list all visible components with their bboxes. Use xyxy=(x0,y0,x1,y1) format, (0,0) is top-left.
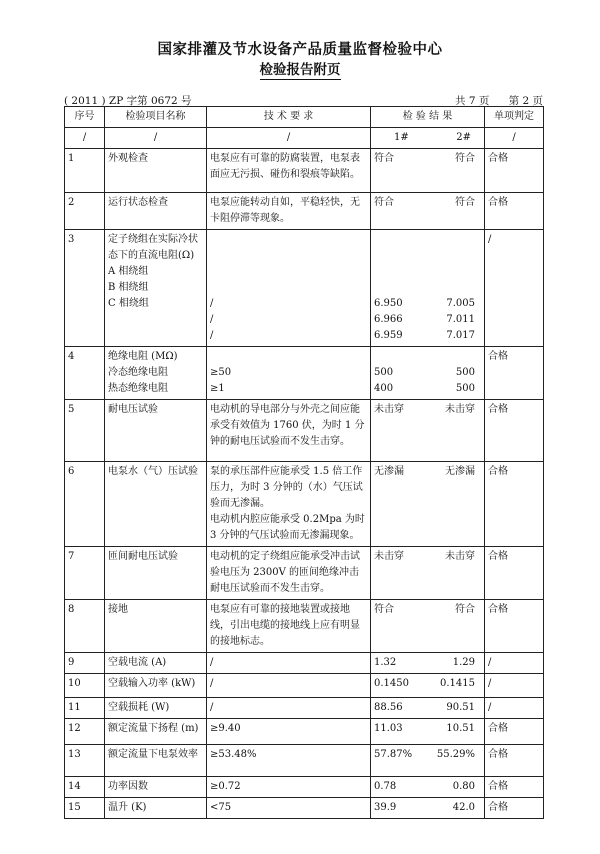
result-values xyxy=(374,700,481,716)
header-result: 检 验 结 果 xyxy=(371,107,485,128)
table-row xyxy=(65,674,544,698)
header-judgement: 单项判定 xyxy=(485,107,544,128)
result-values xyxy=(374,800,481,816)
item-label: 耐电压试验 xyxy=(108,404,158,415)
requirement xyxy=(207,777,371,798)
header-requirement: 技 术 要 求 xyxy=(207,107,371,128)
subheader-no: / xyxy=(65,128,105,149)
requirement xyxy=(207,193,371,230)
sample-1-label: 1# xyxy=(394,132,409,143)
requirement-text: 电动机的定子绕组应能承受冲击试验电压为 2300V 的匝间绝缘冲击耐电压试验而不发生击穿。 xyxy=(210,551,360,594)
result-sample-1: 6.959 xyxy=(374,330,403,341)
judgement: 合格 xyxy=(485,347,544,400)
result-sample-2: 1.29 xyxy=(452,657,475,668)
result-sample-2: 符合 xyxy=(455,153,475,164)
result-sample-1: 6.966 xyxy=(374,314,403,325)
result-sample-2: 55.29% xyxy=(436,749,475,760)
sub-item-label: C 相绕组 xyxy=(108,298,149,309)
sub-result-pair xyxy=(374,296,481,312)
item-name xyxy=(105,698,207,719)
judgement: / xyxy=(485,698,544,719)
result-sample-2: 无渗漏 xyxy=(445,466,475,477)
result-sample-1: 符合 xyxy=(374,604,394,615)
result-pair xyxy=(371,400,485,462)
report-subtitle: 检验报告附页 xyxy=(259,62,341,78)
result-sample-1: 88.56 xyxy=(374,702,403,713)
item-name xyxy=(105,674,207,698)
row-number: 14 xyxy=(65,777,105,798)
result-sample-1: 无渗漏 xyxy=(374,466,404,477)
requirement xyxy=(207,719,371,745)
subheader-result xyxy=(371,128,485,149)
result-sample-1: 未击穿 xyxy=(374,404,404,415)
row-number: 5 xyxy=(65,400,105,462)
item-name xyxy=(105,462,207,547)
row-number: 12 xyxy=(65,719,105,745)
sub-item-label: 冷态绝缘电阻 xyxy=(108,367,168,378)
requirement xyxy=(207,798,371,819)
sub-requirement: ≥1 xyxy=(210,383,225,394)
requirement-text: 电泵应有可靠的防腐装置，电泵表面应无污损、碰伤和裂痕等缺陷。 xyxy=(210,153,360,180)
judgement: 合格 xyxy=(485,777,544,798)
subheader-judgement: / xyxy=(485,128,544,149)
item-label: 温升 (K) xyxy=(108,802,147,813)
result-sample-1: 11.03 xyxy=(374,723,403,734)
item-label: 绝缘电阻 (MΩ) xyxy=(108,351,178,362)
table-row xyxy=(65,193,544,230)
result-sample-1: 57.87% xyxy=(374,749,413,760)
requirement-text: ≥9.40 xyxy=(210,723,241,734)
result-sample-1: 未击穿 xyxy=(374,551,404,562)
item-label: 定子绕组在实际冷状态下的直流电阻(Ω) xyxy=(108,234,198,261)
requirement xyxy=(207,400,371,462)
requirement xyxy=(207,745,371,777)
result-sample-2: 42.0 xyxy=(452,802,475,813)
row-number: 3 xyxy=(65,230,105,347)
result-pair xyxy=(371,149,485,193)
table-row xyxy=(65,400,544,462)
sub-result-pair xyxy=(374,312,481,328)
result-sample-1: 符合 xyxy=(374,153,394,164)
result-sample-2: 500 xyxy=(455,383,475,394)
table-row xyxy=(65,745,544,777)
header-no: 序号 xyxy=(65,107,105,128)
result-sample-2: 0.1415 xyxy=(440,678,475,689)
result-pair xyxy=(371,798,485,819)
sub-result-pair xyxy=(374,365,481,381)
result-sample-2: 未击穿 xyxy=(445,551,475,562)
table-row xyxy=(65,653,544,674)
result-values xyxy=(374,676,481,692)
subheader-requirement: / xyxy=(207,128,371,149)
result-sample-2: 7.011 xyxy=(446,314,475,325)
subheader-row xyxy=(65,128,544,149)
item-label: 额定流量下扬程 (m) xyxy=(108,723,199,734)
requirement xyxy=(207,674,371,698)
result-sample-2: 符合 xyxy=(455,604,475,615)
result-pair xyxy=(371,547,485,600)
row-number: 10 xyxy=(65,674,105,698)
judgement: 合格 xyxy=(485,193,544,230)
result-sample-1: 500 xyxy=(374,367,394,378)
item-label: 功率因数 xyxy=(108,781,148,792)
report-title: 国家排灌及节水设备产品质量监督检验中心 xyxy=(157,41,443,58)
requirement xyxy=(207,230,371,347)
row-number: 15 xyxy=(65,798,105,819)
results-table xyxy=(64,106,544,819)
item-label: 外观检查 xyxy=(108,153,148,164)
result-sample-2: 7.017 xyxy=(446,330,475,341)
requirement-text: / xyxy=(210,702,214,713)
table-row xyxy=(65,347,544,400)
table-row xyxy=(65,462,544,547)
result-values xyxy=(374,464,481,480)
result-pair xyxy=(371,230,485,347)
result-values xyxy=(374,549,481,565)
header-item: 检验项目名称 xyxy=(105,107,207,128)
sub-item-label: A 相绕组 xyxy=(108,266,149,277)
total-pages: 共 7 页 xyxy=(455,95,490,107)
sub-requirement: ≥50 xyxy=(210,367,232,378)
table-row xyxy=(65,600,544,653)
item-name xyxy=(105,149,207,193)
result-values xyxy=(374,602,481,618)
requirement-text: / xyxy=(210,657,214,668)
sub-item-label: 热态绝缘电阻 xyxy=(108,383,168,394)
result-sample-1: 符合 xyxy=(374,197,394,208)
result-values xyxy=(374,779,481,795)
item-label: 电泵水（气）压试验 xyxy=(108,466,198,477)
judgement: 合格 xyxy=(485,400,544,462)
table-row xyxy=(65,719,544,745)
item-name xyxy=(105,653,207,674)
judgement: 合格 xyxy=(485,798,544,819)
requirement-text: / xyxy=(210,678,214,689)
judgement: 合格 xyxy=(485,600,544,653)
result-sample-1: 0.78 xyxy=(374,781,397,792)
item-name xyxy=(105,719,207,745)
requirement-text: ≥53.48% xyxy=(210,749,257,760)
sub-requirement: / xyxy=(210,314,214,325)
requirement xyxy=(207,600,371,653)
result-pair xyxy=(371,698,485,719)
item-name xyxy=(105,547,207,600)
judgement: 合格 xyxy=(485,149,544,193)
result-values xyxy=(374,402,481,418)
result-sample-1: 39.9 xyxy=(374,802,397,813)
row-number: 13 xyxy=(65,745,105,777)
result-sample-1: 1.32 xyxy=(374,657,397,668)
result-values xyxy=(374,151,481,167)
item-label: 空载损耗 (W) xyxy=(108,702,170,713)
result-sample-2: 7.005 xyxy=(446,298,475,309)
requirement-text: 电泵应能转动自如，平稳轻快，无卡阻停滞等现象。 xyxy=(210,197,360,224)
row-number: 2 xyxy=(65,193,105,230)
row-number: 1 xyxy=(65,149,105,193)
item-name xyxy=(105,600,207,653)
sub-item-label: B 相绕组 xyxy=(108,282,149,293)
result-pair xyxy=(371,745,485,777)
row-number: 9 xyxy=(65,653,105,674)
requirement xyxy=(207,653,371,674)
result-sample-2: 90.51 xyxy=(446,702,475,713)
report-number: ( 2011 ) ZP 字第 0672 号 xyxy=(64,95,192,107)
item-label: 额定流量下电泵效率 xyxy=(108,749,198,760)
requirement-text: 电泵应有可靠的接地装置或接地线，引出电缆的接地线上应有明显的接地标志。 xyxy=(210,604,360,647)
requirement xyxy=(207,462,371,547)
row-number: 4 xyxy=(65,347,105,400)
result-sample-2: 10.51 xyxy=(446,723,475,734)
judgement: / xyxy=(485,230,544,347)
result-sample-1: 400 xyxy=(374,383,394,394)
result-pair xyxy=(371,674,485,698)
result-sample-2: 500 xyxy=(455,367,475,378)
page-number: 第 2 页 xyxy=(508,95,543,107)
sub-requirement: / xyxy=(210,298,214,309)
judgement: 合格 xyxy=(485,547,544,600)
table-row xyxy=(65,230,544,347)
table-row xyxy=(65,777,544,798)
result-pair xyxy=(371,462,485,547)
row-number: 11 xyxy=(65,698,105,719)
result-pair xyxy=(371,347,485,400)
item-label: 空载电流 (A) xyxy=(108,657,167,668)
result-sample-2: 0.80 xyxy=(452,781,475,792)
sub-result-pair xyxy=(374,328,481,344)
header-row xyxy=(65,107,544,128)
table-row xyxy=(65,547,544,600)
judgement: 合格 xyxy=(485,745,544,777)
result-pair xyxy=(371,193,485,230)
row-number: 8 xyxy=(65,600,105,653)
requirement-text: <75 xyxy=(210,802,232,813)
result-sample-2: 未击穿 xyxy=(445,404,475,415)
result-pair xyxy=(371,653,485,674)
requirement xyxy=(207,698,371,719)
item-name xyxy=(105,777,207,798)
sub-result-pair xyxy=(374,381,481,397)
requirement-text: ≥0.72 xyxy=(210,781,241,792)
item-label: 匝间耐电压试验 xyxy=(108,551,178,562)
subheader-item: / xyxy=(105,128,207,149)
sub-requirement: / xyxy=(210,330,214,341)
result-pair xyxy=(371,600,485,653)
result-values xyxy=(374,721,481,737)
result-pair xyxy=(371,777,485,798)
row-number: 7 xyxy=(65,547,105,600)
item-label: 空载输入功率 (kW) xyxy=(108,678,196,689)
result-values xyxy=(374,195,481,211)
result-values xyxy=(374,655,481,671)
requirement xyxy=(207,347,371,400)
judgement: 合格 xyxy=(485,719,544,745)
result-sample-1: 6.950 xyxy=(374,298,403,309)
result-sample-1: 0.1450 xyxy=(374,678,409,689)
item-name xyxy=(105,798,207,819)
result-values xyxy=(374,747,481,763)
item-name xyxy=(105,193,207,230)
item-label: 运行状态检查 xyxy=(108,197,168,208)
table-row xyxy=(65,149,544,193)
row-number: 6 xyxy=(65,462,105,547)
judgement: 合格 xyxy=(485,462,544,547)
requirement-text-2: 电动机内腔应能承受 0.2Mpa 为时 3 分钟的气压试验而无渗漏现象。 xyxy=(210,514,365,541)
item-name xyxy=(105,347,207,400)
item-name xyxy=(105,400,207,462)
item-name xyxy=(105,745,207,777)
item-label: 接地 xyxy=(108,604,128,615)
sample-2-label: 2# xyxy=(456,132,471,143)
requirement-text: 泵的承压部件应能承受 1.5 倍工作压力，为时 3 分钟的（水）气压试验而无渗漏。 xyxy=(210,466,363,509)
result-pair xyxy=(371,719,485,745)
requirement xyxy=(207,547,371,600)
judgement: / xyxy=(485,674,544,698)
table-row xyxy=(65,698,544,719)
requirement xyxy=(207,149,371,193)
item-name xyxy=(105,230,207,347)
result-sample-2: 符合 xyxy=(455,197,475,208)
judgement: / xyxy=(485,653,544,674)
table-row xyxy=(65,798,544,819)
requirement-text: 电动机的导电部分与外壳之间应能承受有效值为 1760 伏，为时 1 分钟的耐电压试验而不发生击穿。 xyxy=(210,404,365,447)
